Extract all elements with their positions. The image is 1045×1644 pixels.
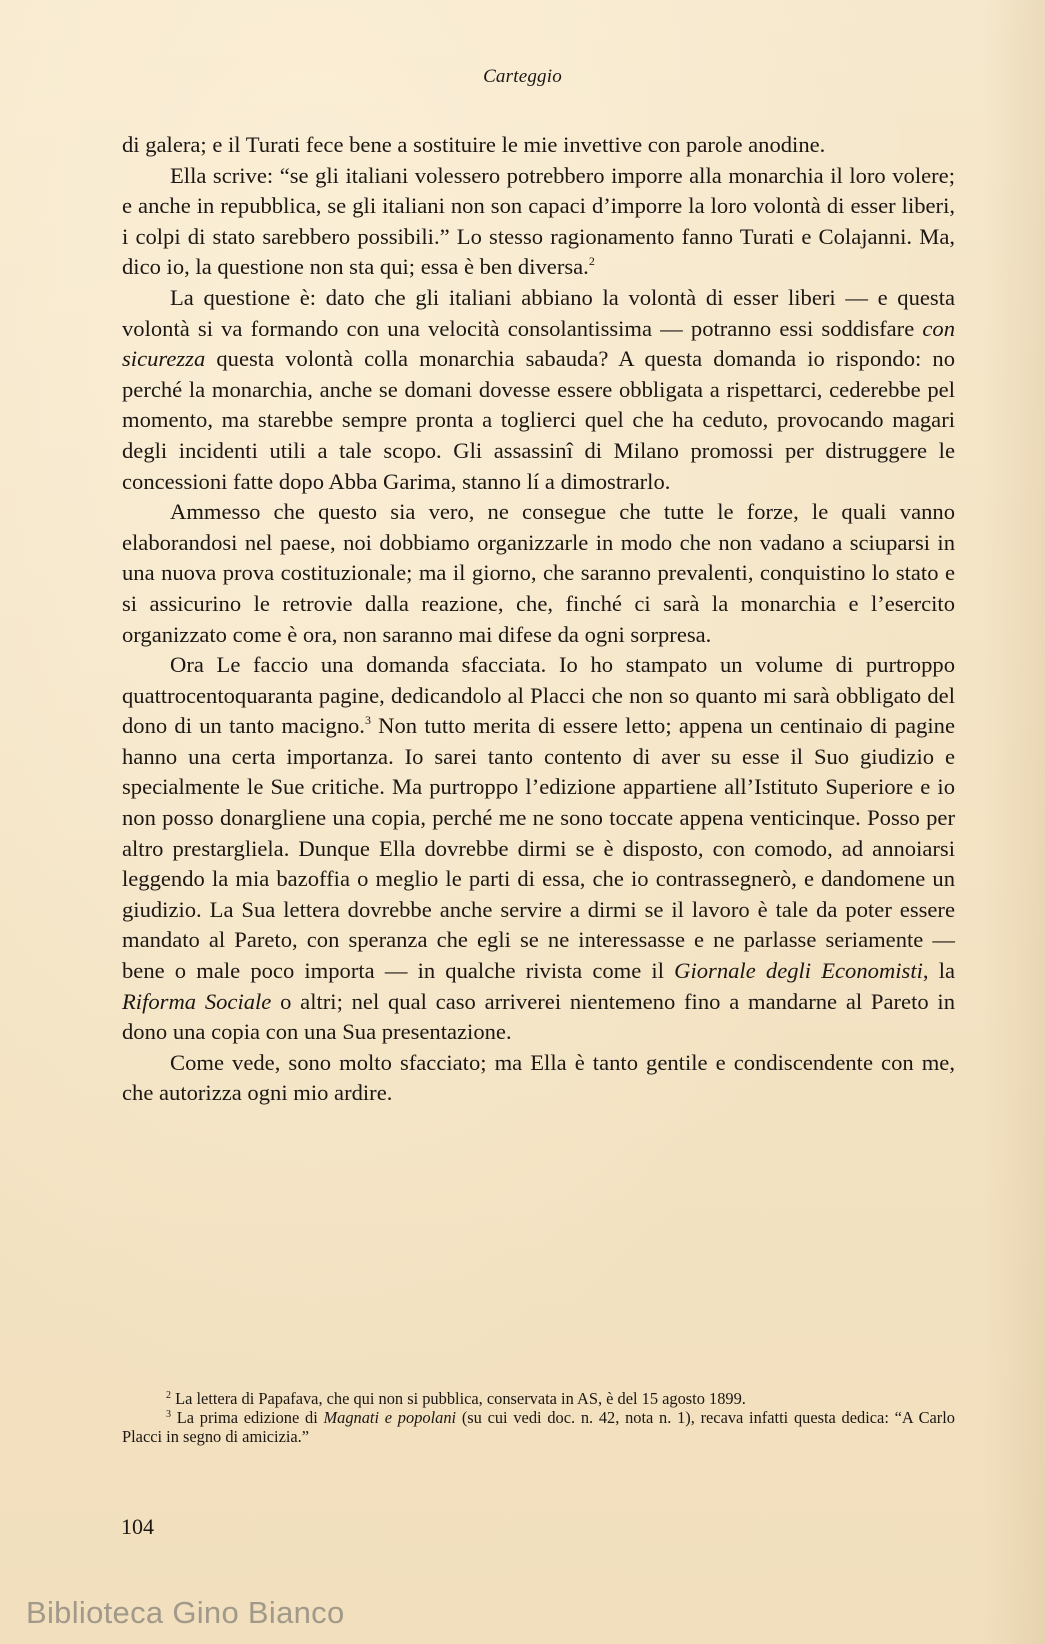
footnote-3-mark: 3 xyxy=(166,1409,171,1420)
paragraph-5 xyxy=(122,650,955,1048)
footnote-2-mark: 2 xyxy=(166,1390,171,1401)
running-head: Carteggio xyxy=(483,66,562,87)
footnote-ref-3: 3 xyxy=(364,713,371,728)
footnote-3-text-b: (su cui vedi doc. n. 42, nota n. 1), recava infatti questa dedica: “A Carlo Placci in segno di amicizia.” xyxy=(122,1408,955,1446)
footnote-3 xyxy=(122,1408,955,1446)
page-number: 104 xyxy=(121,1514,154,1539)
paragraph-5-text-d: o altri; nel qual caso arriverei nientemeno fino a mandarne al Pareto in dono una copia con una Sua presentazione. xyxy=(122,988,955,1045)
paragraph-5-text-c: , la xyxy=(922,958,956,984)
footnote-3-book-title: Magnati e popolani xyxy=(323,1408,457,1427)
footnote-3-text-a: La prima edizione di xyxy=(176,1408,324,1427)
journal-title-giornale: Giornale degli Economisti xyxy=(674,958,923,984)
letter-body xyxy=(122,130,955,1109)
paragraph-3 xyxy=(122,283,955,497)
library-watermark: Biblioteca Gino Bianco xyxy=(26,1595,345,1630)
paragraph-3-emphasis: con sicurezza xyxy=(122,315,955,372)
journal-title-riforma: Riforma Sociale xyxy=(122,988,272,1014)
paragraph-2-text: Ella scrive: “se gli italiani volessero potrebbero imporre alla monarchia il loro volere; e anche in repubblica, se gli italiani non son capaci d’imporre la loro volontà di esser liberi, i colpi di stato sarebbero possibili.” Lo stesso ragionamento fanno Turati e Colajanni. Ma, dico io, la questione non sta qui; essa è ben diversa. xyxy=(122,162,955,280)
footnote-2-text: La lettera di Papafava, che qui non si pubblica, conservata in AS, è del 15 agosto 1899. xyxy=(175,1389,746,1408)
paragraph-4: Ammesso che questo sia vero, ne consegue che tutte le forze, le quali vanno elaborandosi nel paese, noi dobbiamo organizzarle in modo che non vadano a sciuparsi in una nuova prova costituzionale; ma il giorno, che saranno prevalenti, conquistino lo stato e si assicurino le retrovie dalla reazione, che, finché ci sarà la monarchia e l’esercito organizzato come è ora, non saranno mai difese da ogni sorpresa. xyxy=(122,499,955,647)
paragraph-2 xyxy=(122,161,955,283)
footnotes xyxy=(122,1389,955,1446)
paragraph-3-text-b: questa volontà colla monarchia sabauda? A questa domanda io rispondo: no perché la monarchia, anche se domani dovesse essere obbligata a rispettarci, cederebbe pel momento, ma starebbe sempre pronta a toglierci quel che ha ceduto, provocando magari degli incidenti utili a tale scopo. Gli assassinî di Milano promossi per distruggere le concessioni fatte dopo Abba Garima, stanno lí a dimostrarlo. xyxy=(122,346,955,494)
footnote-2 xyxy=(122,1389,955,1408)
paragraph-5-text-b: Non tutto merita di essere letto; appena un centinaio di pagine hanno una certa importanza. Io sarei tanto contento di aver su esse il Suo giudizio e specialmente le Sue critiche. Ma purtroppo l’edizione appartiene all’Istituto Superiore e io non posso donargliene una copia, perché me ne sono toccate appena venticinque. Posso per altro prestargliela. Dunque Ella dovrebbe dirmi se è disposto, con comodo, ad annoiarsi leggendo la mia bazoffia o meglio le parti di essa, che io contrassegnerò, e dandomene un giudizio. La Sua lettera dovrebbe anche servire a dirmi se il lavoro è tale da poter essere mandato al Pareto, con speranza che egli se ne interessasse e ne parlasse seriamente — bene o male poco importa — in qualche rivista come il xyxy=(122,713,955,984)
paragraph-6: Come vede, sono molto sfacciato; ma Ella è tanto gentile e condiscendente con me, che autorizza ogni mio ardire. xyxy=(122,1049,955,1106)
paragraph-5-text-a: Ora Le faccio una domanda sfacciata. Io ho stampato un volume di purtroppo quattrocentoquaranta pagine, dedicandolo al Placci che non so quanto mi sarà obbligato del dono di un tanto macigno. xyxy=(122,652,955,739)
paragraph-1: di galera; e il Turati fece bene a sostituire le mie invettive con parole anodine. xyxy=(122,132,826,157)
footnote-ref-2: 2 xyxy=(588,254,595,269)
paragraph-3-text-a: La questione è: dato che gli italiani abbiano la volontà di esser liberi — e questa volontà si va formando con una velocità consolantissima — potranno essi soddisfare xyxy=(122,284,955,341)
